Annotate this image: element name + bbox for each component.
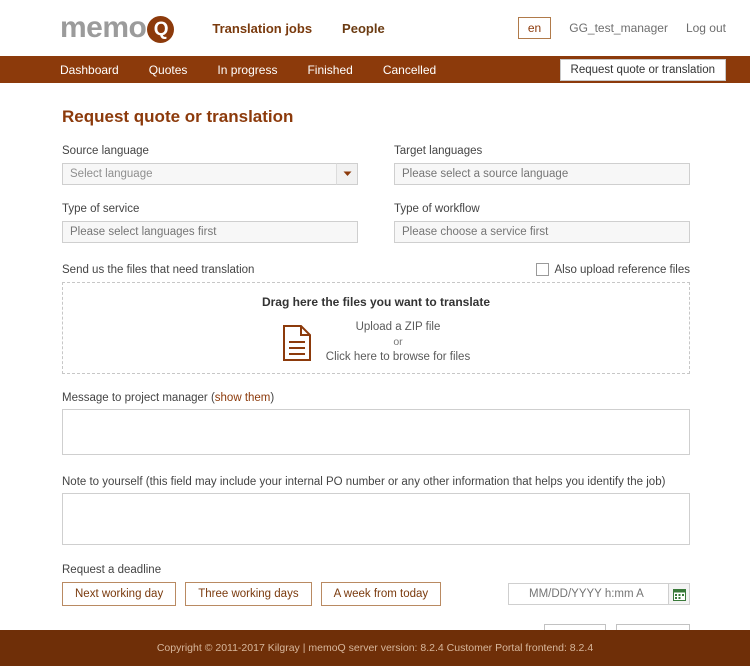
section-navbar xyxy=(0,56,750,83)
deadline-date-field xyxy=(508,583,690,605)
header-right xyxy=(518,17,726,39)
message-textarea[interactable] xyxy=(62,409,690,455)
type-of-service-field xyxy=(62,203,358,243)
memoq-logo[interactable] xyxy=(60,13,174,43)
languages-row xyxy=(62,145,690,185)
nav-item-people[interactable]: People xyxy=(342,20,385,36)
navbar-items xyxy=(60,63,436,77)
navbar-item-in-progress[interactable]: In progress xyxy=(217,62,278,77)
dropzone-line-zip: Upload a ZIP file xyxy=(355,321,441,333)
deadline-three-working-days-button[interactable]: Three working days xyxy=(185,582,311,606)
dropzone-body xyxy=(282,320,470,365)
footer xyxy=(0,630,750,666)
chevron-down-icon[interactable] xyxy=(336,163,358,185)
request-quote-button[interactable]: Request quote or translation xyxy=(560,59,726,81)
message-label-suffix: ) xyxy=(270,392,275,404)
dropzone-title: Drag here the files you want to translate xyxy=(261,295,491,309)
top-header xyxy=(0,0,750,56)
deadline-row xyxy=(62,582,690,606)
file-dropzone[interactable] xyxy=(62,282,690,374)
target-languages-input[interactable] xyxy=(394,163,690,185)
show-them-link[interactable]: show them xyxy=(214,392,271,404)
service-row xyxy=(62,203,690,243)
navbar-item-cancelled[interactable]: Cancelled xyxy=(382,62,437,77)
upload-label: Send us the files that need translation xyxy=(62,263,255,276)
username-label: GG_test_manager xyxy=(569,21,668,35)
primary-nav xyxy=(212,21,384,36)
footer-copyright: Copyright © 2011-2017 Kilgray | memoQ server version: 8.2.4 Customer Portal frontend: 8.2.4 xyxy=(156,642,594,654)
source-language-value: Select language xyxy=(62,163,358,185)
deadline-next-working-day-button[interactable]: Next working day xyxy=(62,582,176,606)
checkbox-icon[interactable] xyxy=(536,263,549,276)
nav-item-translation-jobs[interactable]: Translation jobs xyxy=(212,20,313,36)
source-language-field xyxy=(62,145,358,185)
message-label-prefix: Message to project manager ( xyxy=(62,392,215,404)
dropzone-line-browse[interactable]: Click here to browse for files xyxy=(325,351,471,363)
target-languages-label: Target languages xyxy=(394,145,483,157)
calendar-icon[interactable] xyxy=(668,583,690,605)
dropzone-line-or: or xyxy=(393,336,403,348)
page-title: Request quote or translation xyxy=(62,107,294,126)
dropzone-text xyxy=(326,320,470,365)
logo-q-mark: Q xyxy=(147,16,174,43)
source-language-label: Source language xyxy=(62,145,149,157)
deadline-date-input[interactable] xyxy=(508,583,690,605)
note-label: Note to yourself (this field may include your internal PO number or any other information that helps you identify the job) xyxy=(62,476,666,488)
source-language-select[interactable] xyxy=(62,163,358,185)
upload-header xyxy=(62,263,690,276)
deadline-label: Request a deadline xyxy=(62,564,162,576)
type-of-workflow-input[interactable] xyxy=(394,221,690,243)
logout-link[interactable]: Log out xyxy=(685,21,726,35)
navbar-item-finished[interactable]: Finished xyxy=(307,62,353,77)
navbar-item-dashboard[interactable]: Dashboard xyxy=(60,62,119,77)
note-textarea[interactable] xyxy=(62,493,690,545)
reference-files-checkbox-wrap[interactable] xyxy=(536,263,690,276)
type-of-service-input[interactable] xyxy=(62,221,358,243)
document-icon xyxy=(282,325,312,361)
main-content xyxy=(0,83,750,648)
type-of-service-label: Type of service xyxy=(62,203,140,215)
reference-files-label: Also upload reference files xyxy=(554,263,690,276)
type-of-workflow-field xyxy=(394,203,690,243)
deadline-a-week-from-today-button[interactable]: A week from today xyxy=(321,582,442,606)
navbar-item-quotes[interactable]: Quotes xyxy=(148,62,188,77)
logo-text: memo xyxy=(60,11,147,44)
language-badge[interactable]: en xyxy=(518,17,551,39)
type-of-workflow-label: Type of workflow xyxy=(394,203,480,215)
message-label xyxy=(62,392,690,404)
target-languages-field xyxy=(394,145,690,185)
